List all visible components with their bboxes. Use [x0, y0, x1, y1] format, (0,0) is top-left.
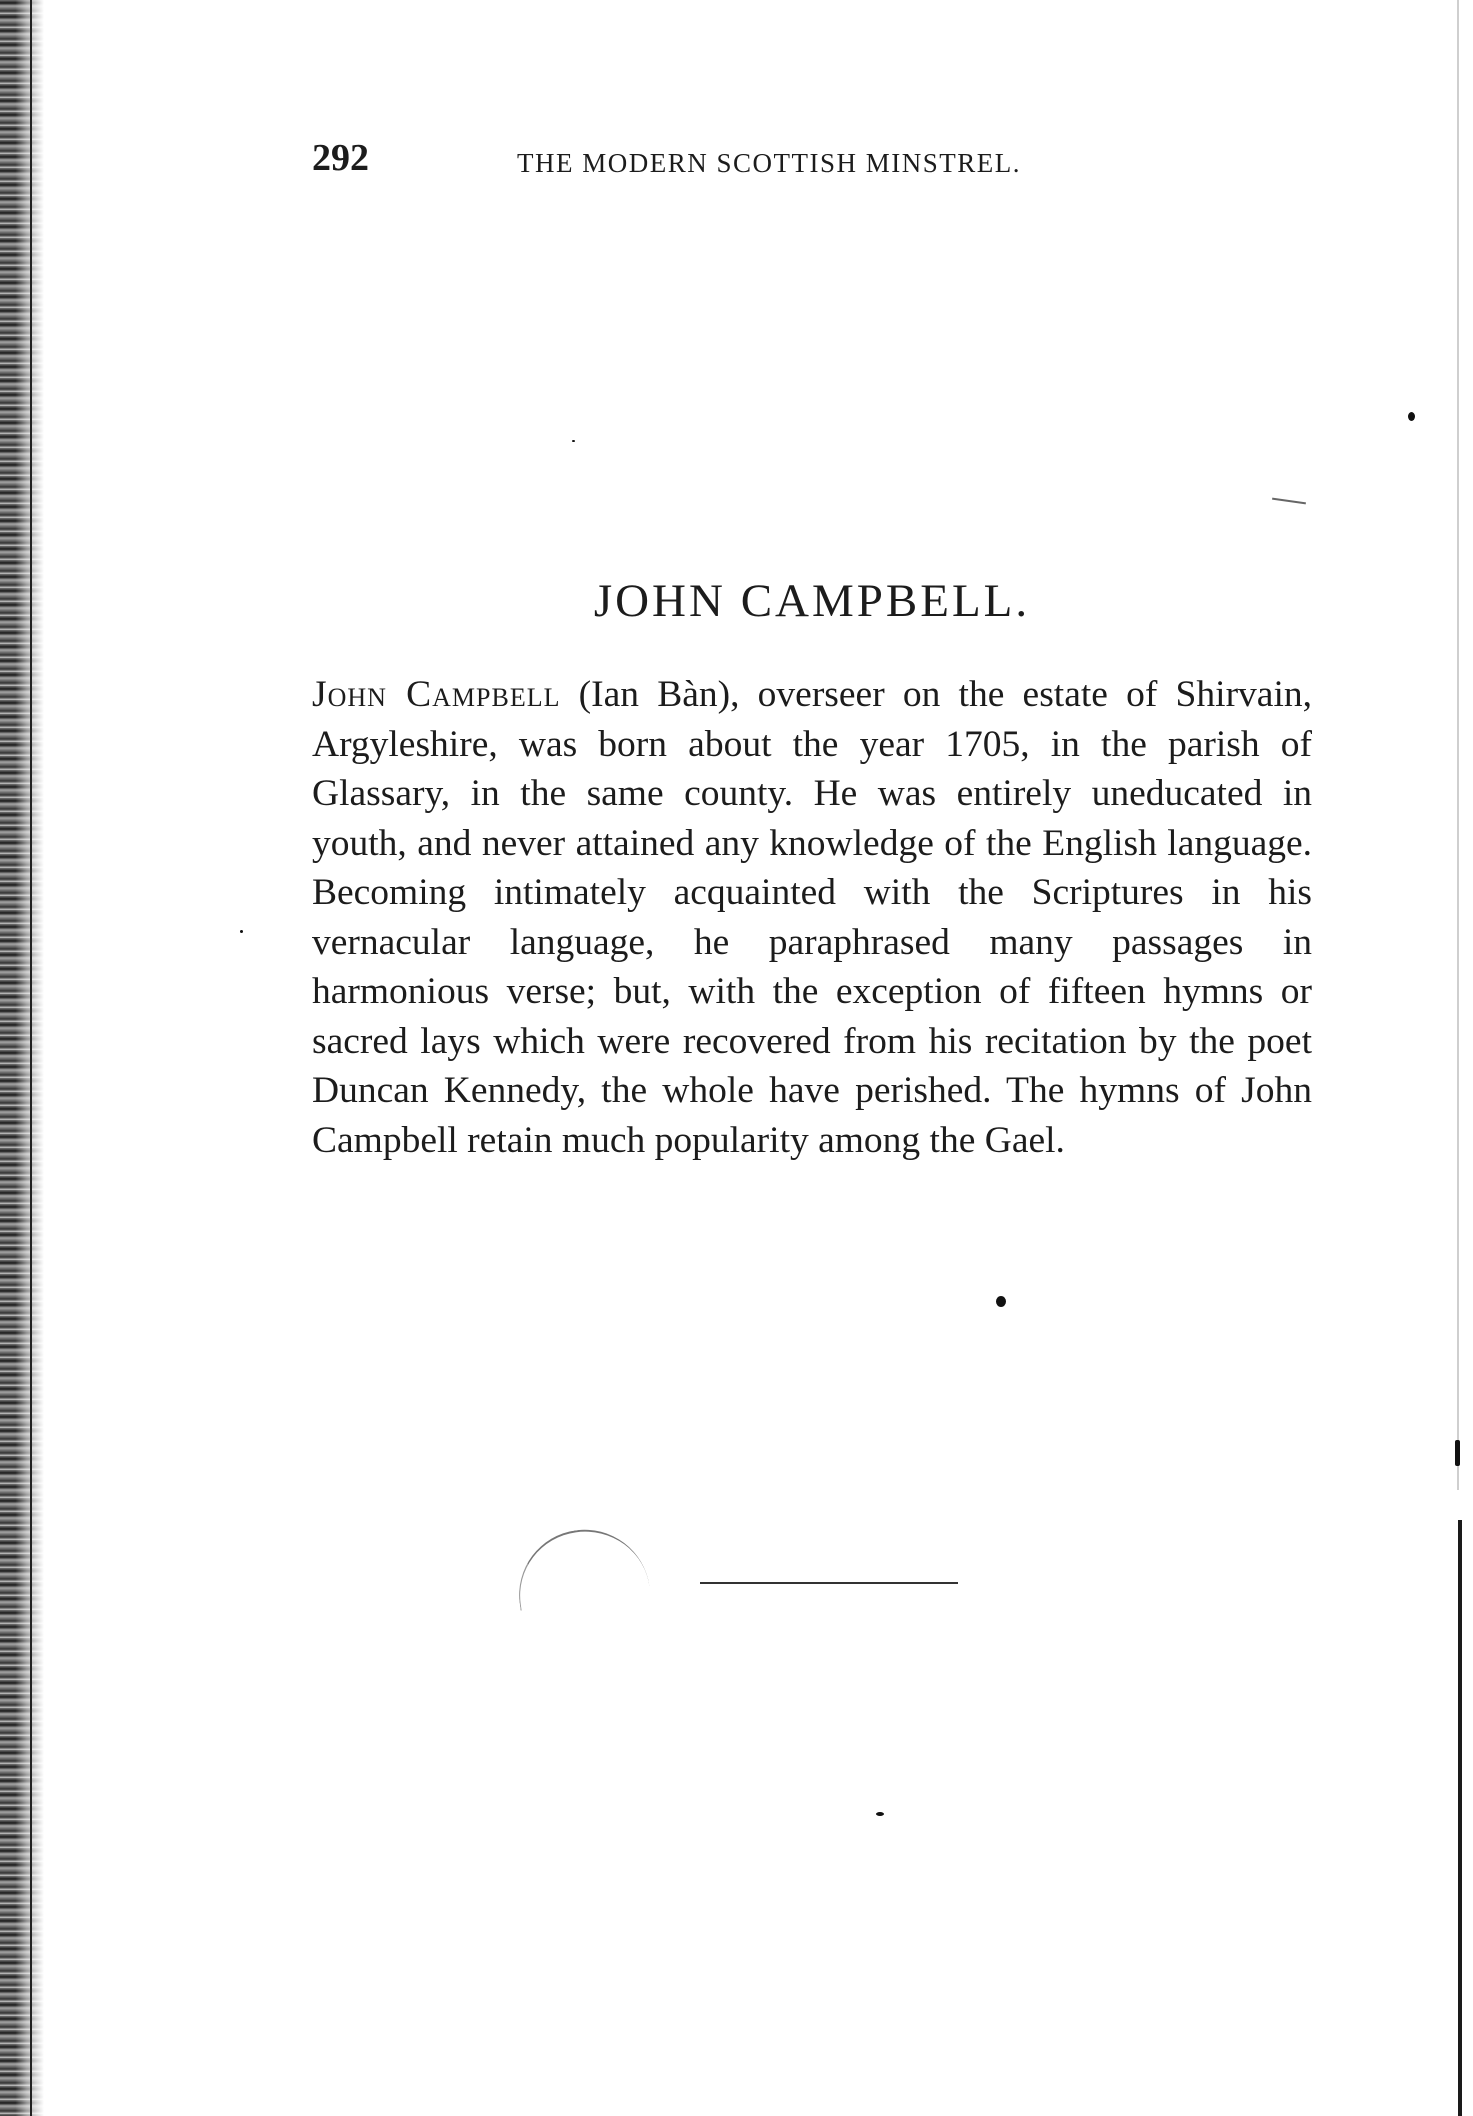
scan-speck — [240, 930, 243, 933]
scan-speck — [996, 1296, 1006, 1307]
scan-binding-line — [30, 0, 32, 2116]
scan-right-edge-upper — [1457, 0, 1459, 1490]
section-title: JOHN CAMPBELL. — [593, 575, 1031, 627]
biography-paragraph — [312, 670, 1312, 1165]
page-number: 292 — [312, 137, 369, 179]
scan-binding-edge — [0, 0, 44, 2116]
scan-speck — [1408, 412, 1415, 421]
scan-right-edge-lower — [1458, 1520, 1462, 2116]
scan-smudge-arc — [511, 1521, 651, 1611]
running-title: THE MODERN SCOTTISH MINSTREL. — [517, 148, 1022, 178]
section-end-rule — [700, 1582, 958, 1584]
biography-text: (Ian Bàn), overseer on the estate of Shirvain, Argyleshire, was born about the year 1705, in the parish of Glassary, in the same county. He was entirely uneducated in youth, and never attained any knowledge of the English language. Becoming intimately acquainted with the Scriptures in his vernacular language, he paraphrased many passages in harmonious verse; but, with the exception of fifteen hymns or sacred lays which were recovered from his recitation by the poet Duncan Kennedy, the whole have perished. The hymns of John Campbell retain much popularity among the Gael. — [312, 674, 1312, 1161]
running-head — [312, 136, 1132, 186]
scan-speck — [876, 1812, 884, 1816]
lead-name: John Campbell — [312, 674, 561, 715]
scan-speck — [1455, 1440, 1460, 1466]
scan-smudge-dash — [1272, 498, 1306, 505]
scan-speck — [572, 440, 575, 442]
